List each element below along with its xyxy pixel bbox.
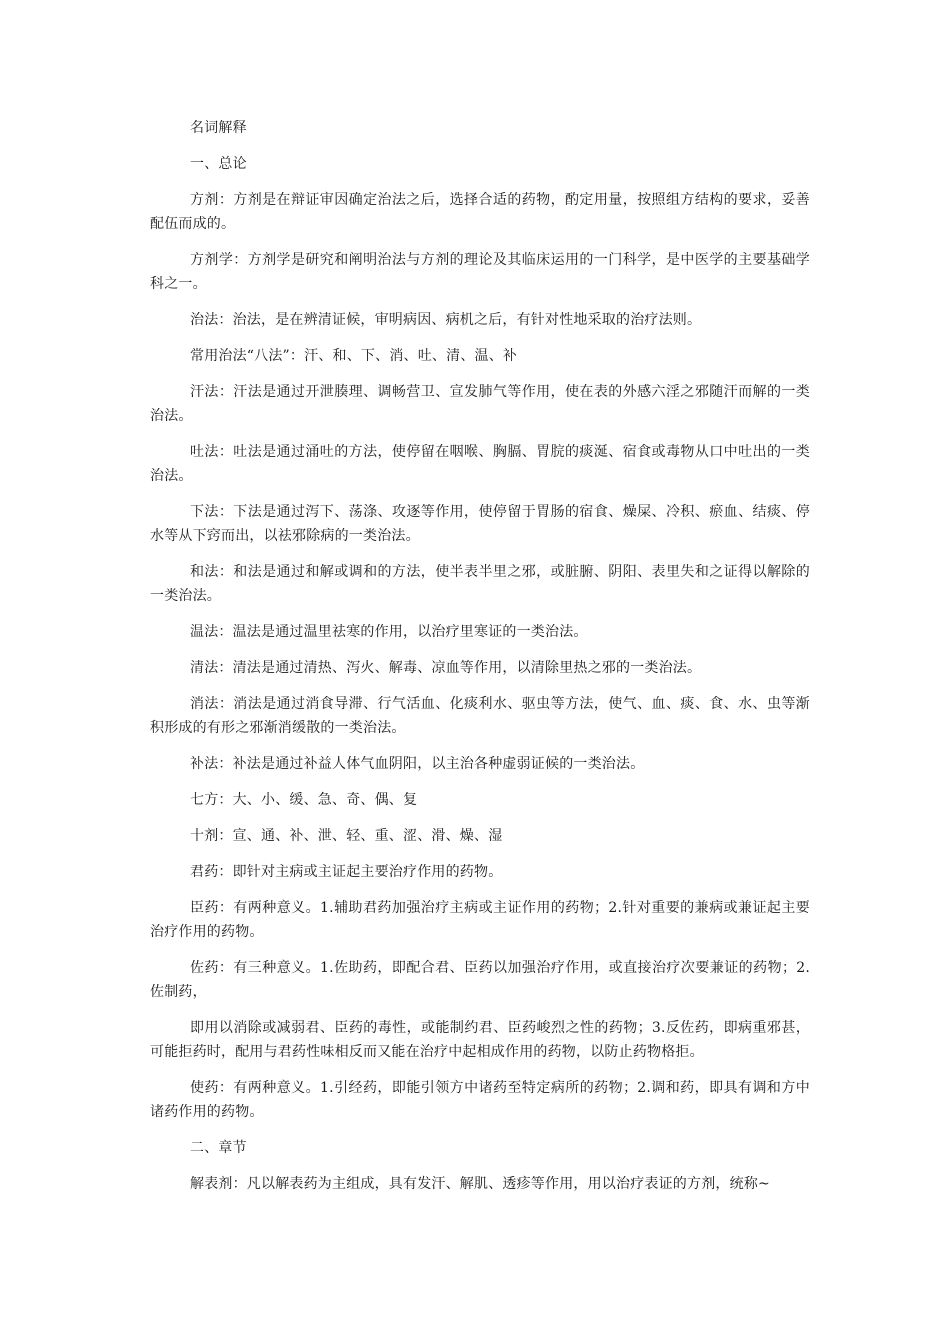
document-title: 名词解释 (190, 120, 247, 136)
term-definition: 吐法：吐法是通过涌吐的方法，使停留在咽喉、胸膈、胃脘的痰涎、宿食或毒物从口中吐出的一类治法。 (150, 444, 810, 484)
term-definition: 清法：清法是通过清热、泻火、解毒、凉血等作用，以清除里热之邪的一类治法。 (190, 660, 702, 676)
term-definition: 治法：治法，是在辨清证候，审明病因、病机之后，有针对性地采取的治疗法则。 (190, 312, 702, 328)
term-definition: 方剂学：方剂学是研究和阐明治法与方剂的理论及其临床运用的一门科学，是中医学的主要基础学科之一。 (150, 252, 810, 292)
term-definition-continued: 即用以消除或减弱君、臣药的毒性，或能制约君、臣药峻烈之性的药物；3.反佐药，即病重邪甚，可能拒药时，配用与君药性味相反而又能在治疗中起相成作用的药物，以防止药物格拒。 (150, 1020, 810, 1060)
term-definition: 下法：下法是通过泻下、荡涤、攻逐等作用，使停留于胃肠的宿食、燥屎、冷积、瘀血、结痰、停水等从下窍而出，以祛邪除病的一类治法。 (150, 504, 810, 544)
term-definition: 君药：即针对主病或主证起主要治疗作用的药物。 (190, 864, 503, 880)
term-definition: 解表剂：凡以解表药为主组成，具有发汗、解肌、透疹等作用，用以治疗表证的方剂，统称~ (190, 1176, 770, 1192)
term-definition: 使药：有两种意义。1.引经药，即能引领方中诸药至特定病所的药物；2.调和药，即具有调和方中诸药作用的药物。 (150, 1080, 810, 1120)
term-definition: 消法：消法是通过消食导滞、行气活血、化痰利水、驱虫等方法，使气、血、痰、食、水、虫等渐积形成的有形之邪渐消缓散的一类治法。 (150, 696, 810, 736)
term-definition: 十剂：宣、通、补、泄、轻、重、涩、滑、燥、湿 (190, 828, 503, 844)
section-heading-chapters: 二、章节 (190, 1140, 247, 1156)
term-definition: 补法：补法是通过补益人体气血阴阳，以主治各种虚弱证候的一类治法。 (190, 756, 645, 772)
term-definition: 温法：温法是通过温里祛寒的作用，以治疗里寒证的一类治法。 (190, 624, 588, 640)
term-definition: 和法：和法是通过和解或调和的方法，使半表半里之邪，或脏腑、阴阳、表里失和之证得以解除的一类治法。 (150, 564, 810, 604)
term-definition: 佐药：有三种意义。1.佐助药，即配合君、臣药以加强治疗作用，或直接治疗次要兼证的药物；2.佐制药， (150, 960, 810, 1000)
document-body (150, 116, 810, 1208)
term-definition: 常用治法“八法”：汗、和、下、消、吐、清、温、补 (190, 348, 518, 364)
section-heading-general: 一、总论 (190, 156, 247, 172)
term-definition: 臣药：有两种意义。1.辅助君药加强治疗主病或主证作用的药物；2.针对重要的兼病或兼证起主要治疗作用的药物。 (150, 900, 810, 940)
term-definition: 方剂：方剂是在辩证审因确定治法之后，选择合适的药物，酌定用量，按照组方结构的要求，妥善配伍而成的。 (150, 192, 810, 232)
term-definition: 汗法：汗法是通过开泄腠理、调畅营卫、宣发肺气等作用，使在表的外感六淫之邪随汗而解的一类治法。 (150, 384, 810, 424)
term-definition: 七方：大、小、缓、急、奇、偶、复 (190, 792, 418, 808)
